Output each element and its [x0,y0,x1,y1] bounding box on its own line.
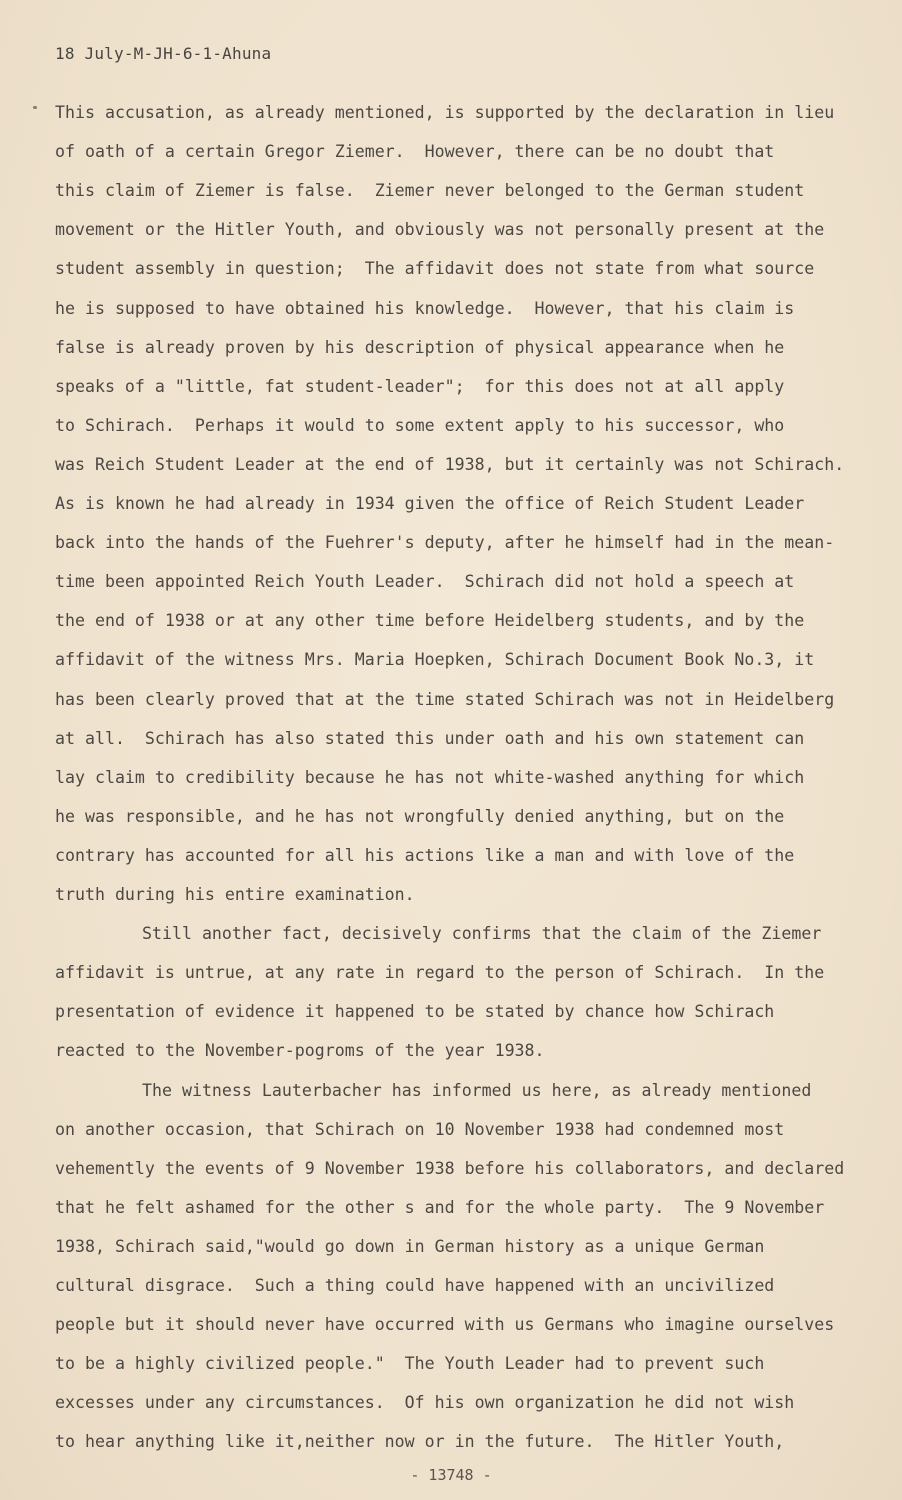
text-line: The witness Lauterbacher has informed us here, as already mentioned [142,1080,812,1100]
text-line: to hear anything like it,neither now or in the future. The Hitler Youth, [55,1432,785,1452]
text-line: at all. Schirach has also stated this under oath and his own statement can [55,728,805,748]
text-line: truth during his entire examination. [55,885,415,904]
text-line: contrary has accounted for all his actions like a man and with love of the [55,845,795,865]
text-line: was Reich Student Leader at the end of 1938, but it certainly was not Schirach. [55,454,845,474]
page-number: - 13748 - [410,1466,492,1484]
text-line: false is already proven by his description of physical appearance when he [55,337,785,357]
text-line: presentation of evidence it happened to be stated by chance how Schirach [55,1002,775,1022]
text-line: time been appointed Reich Youth Leader. Schirach did not hold a speech at [55,572,795,592]
text-line: vehemently the events of 9 November 1938 before his collaborators, and declared [55,1158,845,1178]
text-line: back into the hands of the Fuehrer's deputy, after he himself had in the mean- [55,533,835,553]
text-line: this claim of Ziemer is false. Ziemer never belonged to the German student [55,181,805,201]
text-line: he is supposed to have obtained his knowledge. However, that his claim is [55,298,795,318]
text-line: to Schirach. Perhaps it would to some extent apply to his successor, who [55,415,785,435]
text-line: has been clearly proved that at the time stated Schirach was not in Heidelberg [55,689,835,709]
text-line: to be a highly civilized people." The Youth Leader had to prevent such [55,1354,765,1374]
text-line: people but it should never have occurred with us Germans who imagine ourselves [55,1315,835,1335]
text-line: As is known he had already in 1934 given the office of Reich Student Leader [55,494,805,513]
text-line: speaks of a "little, fat student-leader"; for this does not at all apply [55,376,785,396]
document-header: 18 July-M-JH-6-1-Ahuna [55,44,272,63]
text-line: affidavit of the witness Mrs. Maria Hoepken, Schirach Document Book No.3, it [55,650,815,670]
text-line: This accusation, as already mentioned, is supported by the declaration in lieu [55,103,835,122]
text-line: 1938, Schirach said,"would go down in German history as a unique German [55,1236,765,1256]
text-line: he was responsible, and he has not wrongfully denied anything, but on the [55,806,785,826]
text-line: reacted to the November-pogroms of the year 1938. [55,1041,545,1061]
text-line: Still another fact, decisively confirms that the claim of the Ziemer [142,924,822,944]
text-line: affidavit is untrue, at any rate in regard to the person of Schirach. In the [55,963,825,983]
text-line: cultural disgrace. Such a thing could have happened with an uncivilized [55,1276,775,1295]
text-line: of oath of a certain Gregor Ziemer. However, there can be no doubt that [55,142,775,162]
margin-mark [33,106,37,109]
text-line: on another occasion, that Schirach on 10 November 1938 had condemned most [55,1119,785,1139]
text-line: excesses under any circumstances. Of his own organization he did not wish [55,1393,795,1413]
text-line: that he felt ashamed for the other s and for the whole party. The 9 November [55,1197,825,1217]
text-line: the end of 1938 or at any other time before Heidelberg students, and by the [55,611,805,631]
text-line: student assembly in question; The affidavit does not state from what source [55,259,815,279]
text-line: lay claim to credibility because he has not white-washed anything for which [55,767,805,787]
text-line: movement or the Hitler Youth, and obviously was not personally present at the [55,220,825,240]
